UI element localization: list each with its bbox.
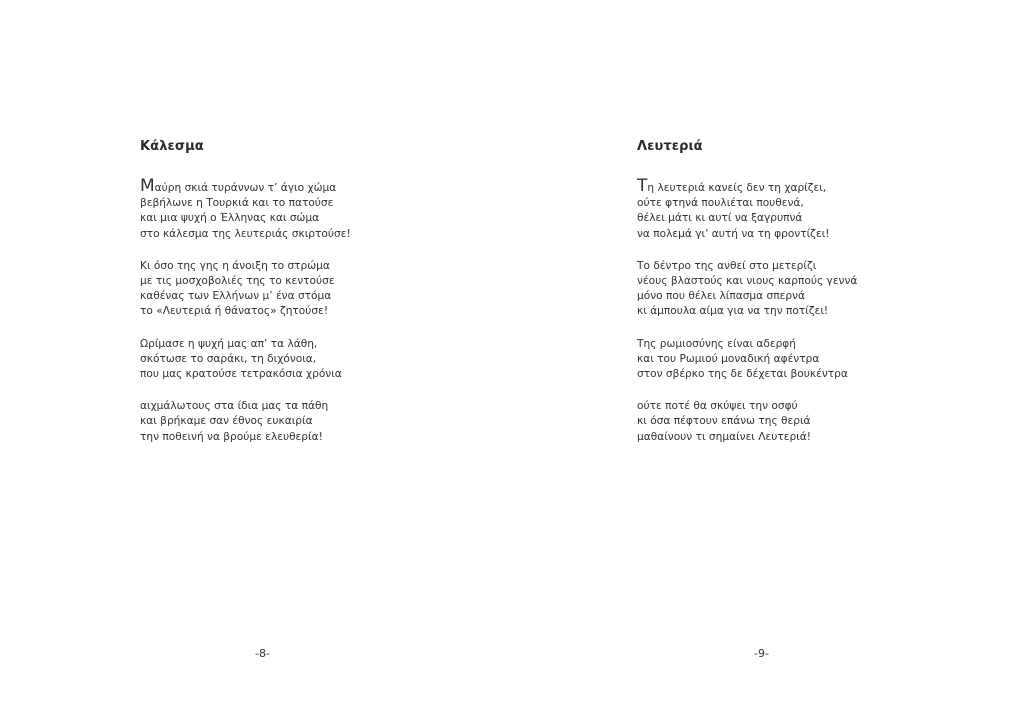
- poem-title: Κάλεσμα: [140, 139, 204, 154]
- poem-line: που μας κρατούσε τετρακόσια χρόνια: [140, 368, 342, 381]
- poem-line: με τις μοσχοβολιές της το κεντούσε: [140, 275, 335, 288]
- drop-cap: Τ: [637, 176, 648, 196]
- poem-line: και βρήκαμε σαν έθνος ευκαιρία: [140, 415, 313, 428]
- right-page: [512, 0, 1024, 714]
- first-line-rest: η λευτεριά κανείς δεν τη χαρίζει,: [647, 182, 827, 194]
- poem-line: Της ρωμιοσύνης είναι αδερφή: [637, 337, 797, 350]
- poem-line: κι άμπουλα αίμα για να την ποτίζει!: [637, 305, 829, 318]
- stanza: [637, 259, 857, 320]
- poem-line: Το δέντρο της ανθεί στο μετερίζι: [637, 259, 817, 272]
- first-line-rest: αύρη σκιά τυράννων τ’ άγιο χώμα: [154, 182, 337, 194]
- poem-line: νέους βλαστούς και νιους καρπούς γεννά: [637, 275, 858, 288]
- stanza: [637, 399, 857, 445]
- poem-title: Λευτεριά: [637, 139, 703, 154]
- stanza: [140, 176, 351, 242]
- poem-line: το «Λευτεριά ή θάνατος» ζητούσε!: [140, 305, 329, 318]
- poem-line: [637, 176, 857, 196]
- poem-line: μαθαίνουν τι σημαίνει Λευτεριά!: [637, 430, 811, 443]
- poem-line: καθένας των Ελλήνων μ’ ένα στόμα: [140, 290, 332, 303]
- stanza: [140, 337, 351, 383]
- poem-line: στο κάλεσμα της λευτεριάς σκιρτούσε!: [140, 227, 351, 240]
- poem-line: θέλει μάτι κι αυτί να ξαγρυπνά: [637, 212, 803, 225]
- stanza: [637, 337, 857, 383]
- stanza: [140, 259, 351, 320]
- poem-line: στον σβέρκο της δε δέχεται βουκέντρα: [637, 368, 848, 381]
- poem-line: και μια ψυχή ο Έλληνας και σώμα: [140, 212, 320, 225]
- poem-line: αιχμάλωτους στα ίδια μας τα πάθη: [140, 400, 329, 413]
- poem-line: να πολεμά γι’ αυτή να τη φροντίζει!: [637, 227, 830, 240]
- page-number: -9-: [754, 647, 769, 660]
- poem-lefteria: [637, 139, 857, 462]
- poem-line: μόνο που θέλει λίπασμα σπερνά: [637, 290, 805, 303]
- poem-line: και του Ρωμιού μοναδική αφέντρα: [637, 352, 820, 365]
- poem-line: Ωρίμασε η ψυχή μας απ’ τα λάθη,: [140, 337, 318, 350]
- poem-line: [140, 176, 351, 196]
- stanza: [140, 399, 351, 445]
- page-number: -8-: [255, 647, 270, 660]
- poem-line: ούτε φτηνά πουλιέται πουθενά,: [637, 197, 804, 210]
- poem-line: κι όσα πέφτουν επάνω της θεριά: [637, 415, 811, 428]
- poem-line: την ποθεινή να βρούμε ελευθερία!: [140, 430, 323, 443]
- stanza: [637, 176, 857, 242]
- poem-line: ούτε ποτέ θα σκύψει την οσφύ: [637, 400, 798, 413]
- poem-line: Κι όσο της γης η άνοιξη το στρώμα: [140, 259, 330, 272]
- poem-line: σκότωσε το σαράκι, τη διχόνοια,: [140, 352, 317, 365]
- poem-line: βεβήλωνε η Τουρκιά και το πατούσε: [140, 197, 334, 210]
- drop-cap: Μ: [140, 176, 155, 196]
- poem-kalesma: [140, 139, 351, 462]
